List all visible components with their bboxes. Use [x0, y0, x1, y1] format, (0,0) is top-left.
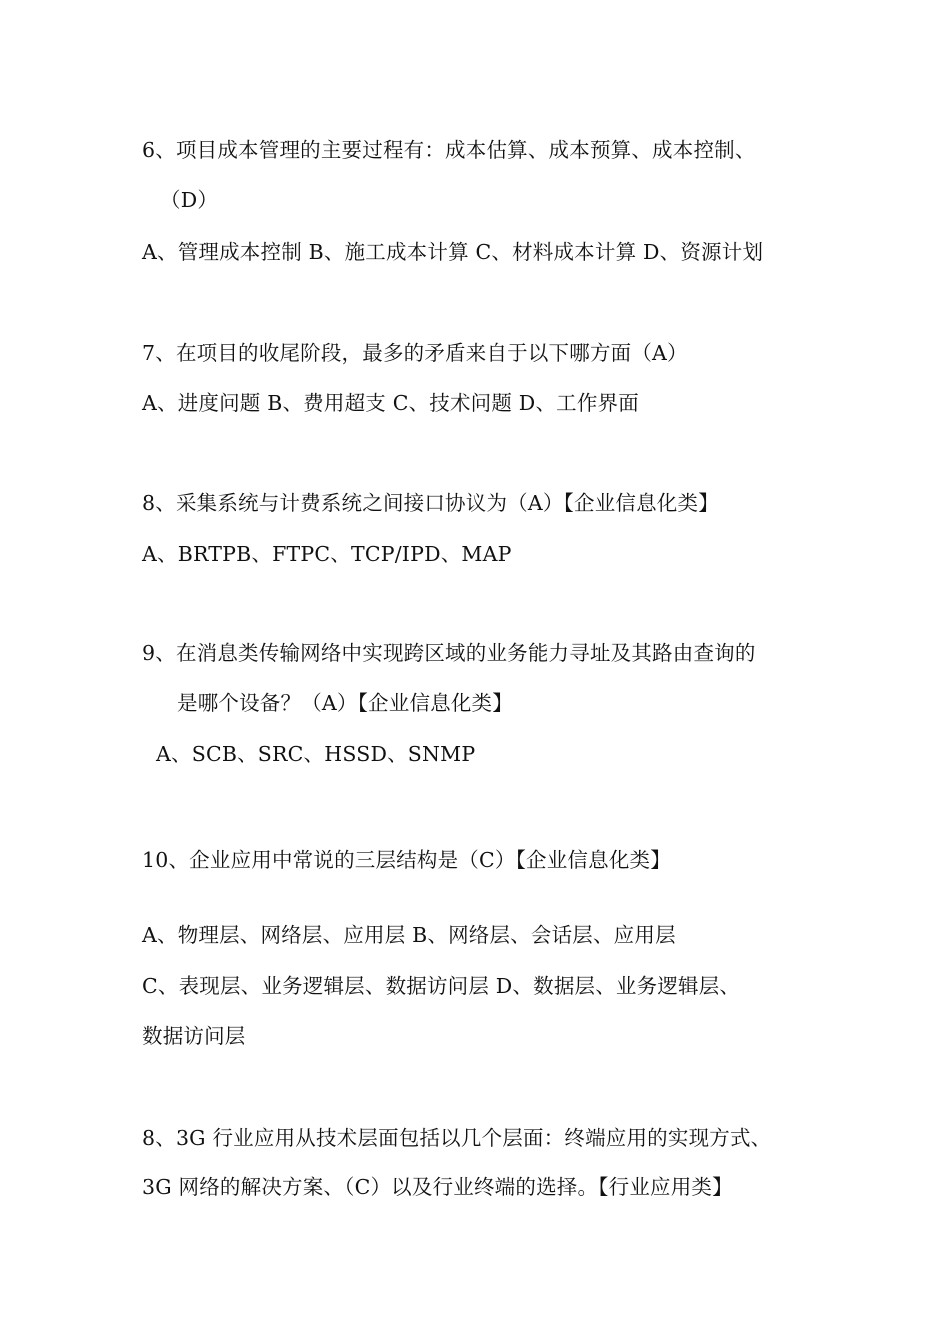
question-10-options-line-3: 数据访问层	[142, 1024, 246, 1048]
question-7-options: A、进度问题 B、费用超支 C、技术问题 D、工作界面	[142, 391, 639, 415]
question-3g-text-line-2: 3G 网络的解决方案、（C）以及行业终端的选择。【行业应用类】	[142, 1175, 733, 1199]
question-7-text: 7、在项目的收尾阶段，最多的矛盾来自于以下哪方面（A）	[142, 341, 688, 365]
question-10-options-line-2: C、表现层、业务逻辑层、数据访问层 D、数据层、业务逻辑层、	[142, 974, 741, 998]
question-8-options: A、BRTPB、FTPC、TCP/IPD、MAP	[142, 542, 512, 566]
question-6-text-line-2: （D）	[160, 188, 219, 212]
question-8-text: 8、采集系统与计费系统之间接口协议为（A）【企业信息化类】	[142, 491, 719, 515]
question-9-text-line-2: 是哪个设备？（A）【企业信息化类】	[177, 691, 513, 715]
question-6-text-line-1: 6、项目成本管理的主要过程有：成本估算、成本预算、成本控制、	[142, 138, 756, 162]
question-9-text-line-1: 9、在消息类传输网络中实现跨区域的业务能力寻址及其路由查询的	[142, 641, 756, 665]
question-3g-text-line-1: 8、3G 行业应用从技术层面包括以几个层面：终端应用的实现方式、	[142, 1126, 772, 1150]
question-6-options: A、管理成本控制 B、施工成本计算 C、材料成本计算 D、资源计划	[142, 240, 764, 264]
question-10-text: 10、企业应用中常说的三层结构是（C）【企业信息化类】	[142, 848, 671, 872]
question-9-options: A、SCB、SRC、HSSD、SNMP	[156, 742, 476, 766]
question-10-options-line-1: A、物理层、网络层、应用层 B、网络层、会话层、应用层	[142, 923, 676, 947]
